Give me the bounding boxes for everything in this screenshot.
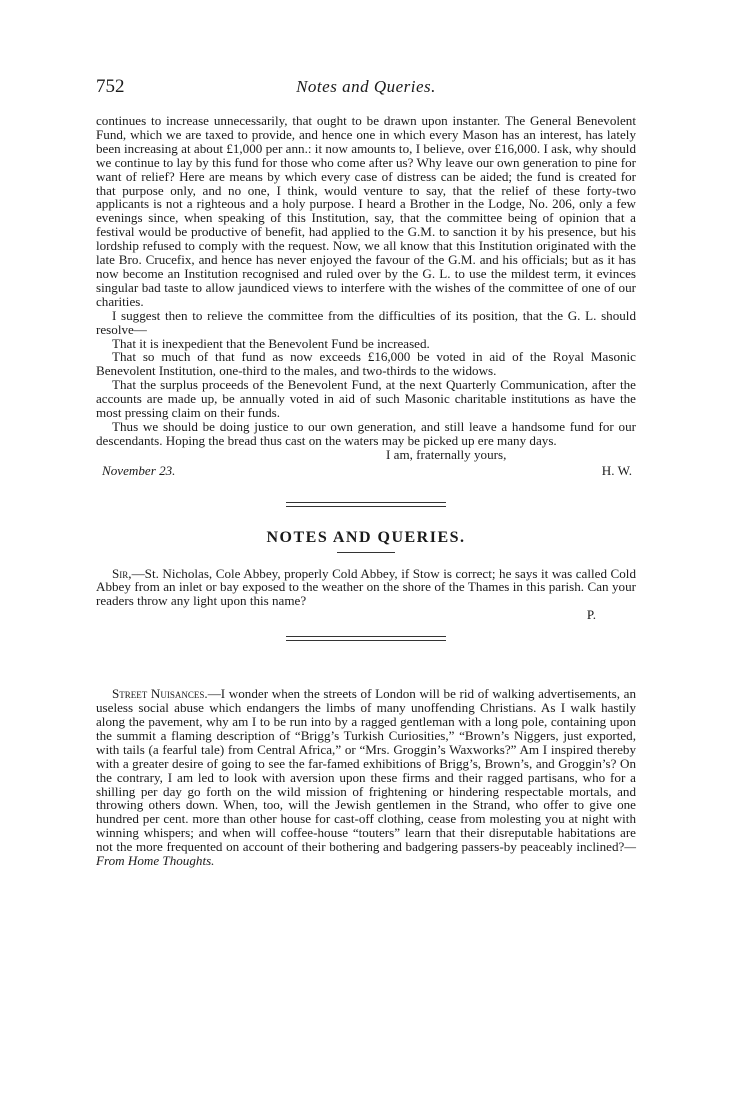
- page-number: 752: [96, 76, 125, 97]
- query-text: —St. Nicholas, Cole Abbey, properly Cold Abbey, if Stow is correct; he says it was called Cold Abbey from an inlet or bay exposed to the weather on the shore of the Thames in this parish. Can your readers throw any light upon this name?: [96, 565, 636, 609]
- double-rule-divider: [286, 502, 446, 507]
- page-header: [96, 76, 636, 100]
- letter-paragraph: Thus we should be doing justice to our own generation, and still leave a handsome fund for our descendants. Hoping the bread thus cast on the waters may be picked up ere many days.: [96, 418, 636, 448]
- signature-line: [96, 462, 636, 480]
- letter-paragraph: continues to increase unnecessarily, that ought to be drawn upon instanter. The General Benevolent Fund, which we are taxed to provide, and hence one in which every Mason has an interest, has lately been increasing at about £1,000 per ann.: it now amounts to, I believe, over £16,000. I ask, why should we continue to lay by this fund for those who come after us? Why leave our own generation to pine for want of relief? Here are means by which every case of distress can be aided; the fund is created for that purpose only, and no one, I think, would venture to say, that the relief of these forty-two applicants is not a righteous and a holy purpose. I heard a Brother in the Lodge, No. 206, only a few evenings since, when speaking of this Institution, say, that the committee being of opinion that a festival would be productive of benefit, had applied to the G.M. to sanction it by his presence, but his lordship refused to comply with the request. Now, we all know that this Institution originated with the late Bro. Crucefix, and hence has never enjoyed the favour of the G.M. and his officials; but as it has now become an Institution recognised and ruled over by the G. L. to use the mildest term, it evinces singular bad taste to allow jaundiced views to interfere with the wishes of the committee of one of our charities.: [96, 113, 636, 309]
- letter-paragraph: That so much of that fund as now exceeds £16,000 be voted in aid of the Royal Masonic Benevolent Institution, one-third to the males, and two-thirds to the widows.: [96, 349, 636, 379]
- letter-closing: I am, fraternally yours,: [386, 446, 507, 462]
- query-paragraph: [96, 567, 636, 609]
- letter-initials: H. W.: [601, 462, 632, 478]
- query-lead: Sir,: [112, 565, 132, 581]
- query-text: —I wonder when the streets of London will be rid of walking advertisements, an useless social abuse which endangers the limbs of many unoffending Christians. As I walk hastily along the pavement, why am I to be run into by a ragged gentleman with a long pole, containing upon the summit a flaming description of “Brigg’s Turkish Curiosities,” “Brown’s Niggers, just exported, with tails (a fearful tale) from Central Africa,” or “Mrs. Groggin’s Waxworks?” Am I inspired thereby with a greater desire of going to see the far-famed exhibitions of Brigg’s, Brown’s, and Groggin’s? On the contrary, I am led to look with aversion upon these firms and their ragged partisans, who for a shilling per day go forth on the wild mission of frightening or hindering respectable mortals, and throwing others down. When, too, will the Jewish gentlemen in the Strand, who offer to give one hundred per cent. more than other house for cast-off clothing, cease from molesting you at night with winning whispers; and when will coffee-house “touters” learn that their disreputable habitations are not the more frequented on account of their bothering and badgering passers-by peaceably inclined?: [96, 686, 636, 855]
- letter-date: November 23.: [102, 462, 176, 478]
- double-rule-divider: [286, 636, 446, 641]
- query-source: —From Home Thoughts.: [96, 839, 636, 869]
- letter-paragraph: I suggest then to relieve the committee from the difficulties of its position, that the G. L. should resolve—: [96, 307, 636, 337]
- letter-paragraph: That the surplus proceeds of the Benevolent Fund, at the next Quarterly Communication, after the accounts are made up, be annually voted in aid of such Masonic charitable institutions as have the most pressing claim on their funds.: [96, 377, 636, 421]
- running-title: Notes and Queries.: [296, 77, 436, 96]
- page-content: [96, 114, 636, 868]
- section-heading: NOTES AND QUERIES.: [266, 528, 466, 546]
- query-lead: Street Nuisances.: [112, 686, 208, 702]
- query-signature: P.: [586, 607, 596, 623]
- letter-paragraph: That it is inexpedient that the Benevolent Fund be increased.: [112, 335, 430, 351]
- short-rule-divider: [337, 552, 395, 553]
- query-paragraph: [96, 687, 636, 868]
